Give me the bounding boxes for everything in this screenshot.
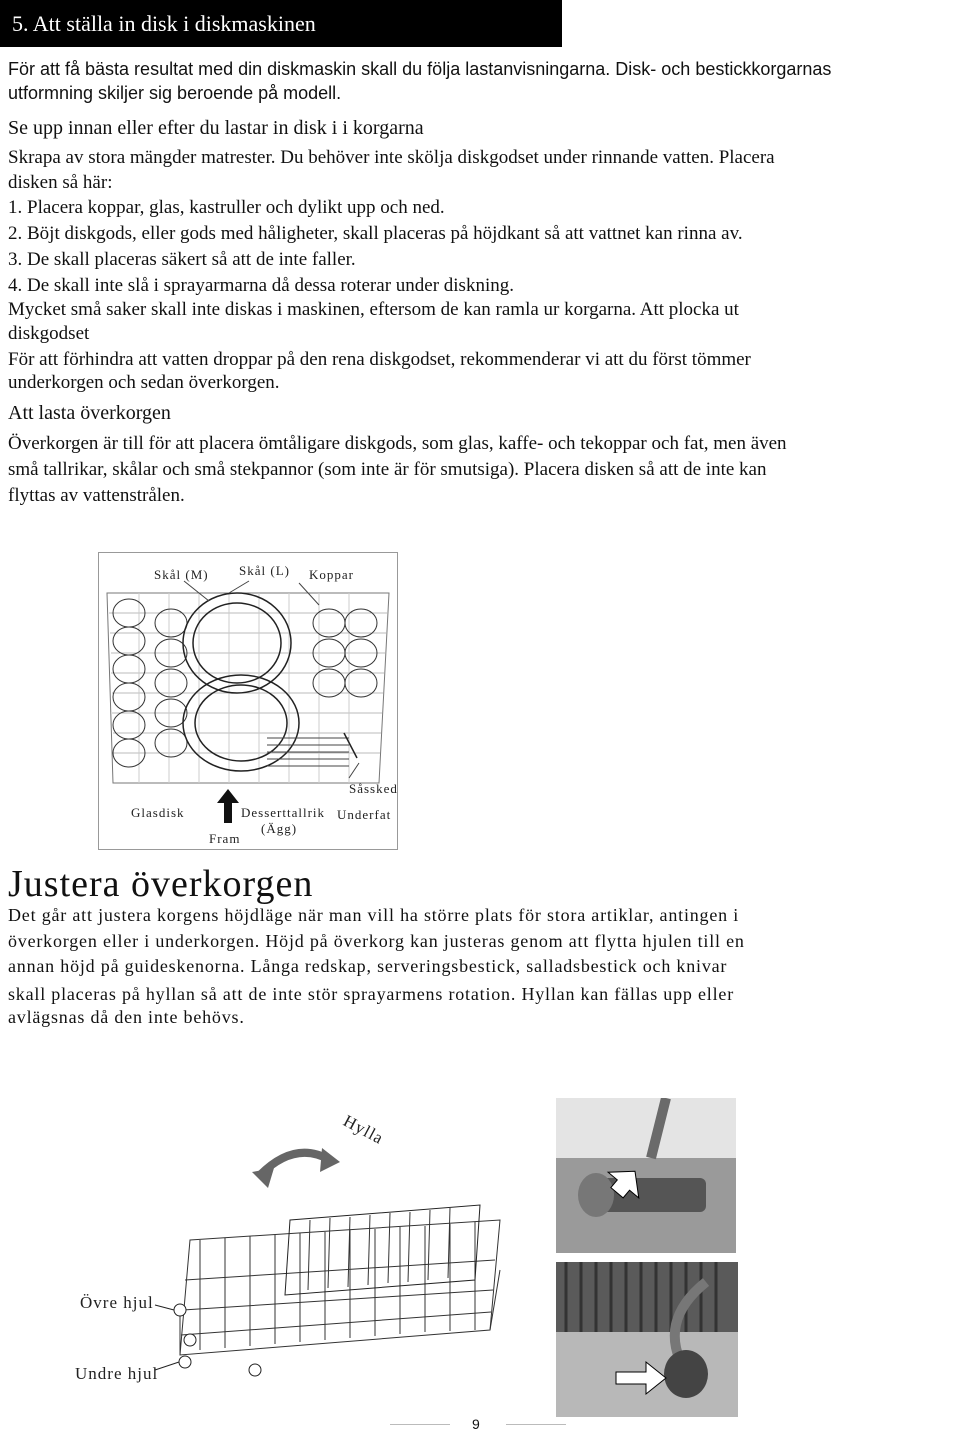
shelf-basket-figure [60, 1100, 540, 1400]
label-underfat: Underfat [337, 807, 392, 822]
footer-rule-right [506, 1424, 566, 1425]
caution-line: För att förhindra att vatten droppar på den rena diskgodset, rekommenderar vi att du först tömmer [8, 349, 751, 370]
caution-line: 1. Placera koppar, glas, kastruller och dylikt upp och ned. [8, 197, 445, 218]
basket-shelf-illustration [60, 1100, 540, 1400]
adjust-line: överkorgen eller i underkorgen. Höjd på överkorg kan justeras genom att flytta hjulen till en [8, 931, 745, 951]
page-number: 9 [472, 1416, 480, 1432]
caution-line: 4. De skall inte slå i sprayarmarna då dessa roterar under diskning. [8, 275, 514, 296]
load-upper-title: Att lasta överkorgen [8, 402, 171, 424]
label-koppar: Koppar [309, 567, 354, 582]
intro-line-2: utformning skiljer sig beroende på modell. [8, 83, 342, 103]
upper-wheel-icon [174, 1304, 186, 1316]
footer-rule-left [390, 1424, 450, 1425]
label-ovre-hjul: Övre hjul [80, 1293, 154, 1312]
caution-line: 2. Böjt diskgods, eller gods med håligheter, skall placeras på höjdkant så att vattnet kan rinna av. [8, 223, 743, 244]
label-skal-m: Skål (M) [154, 567, 209, 582]
load-upper-line: flyttas av vattenstrålen. [8, 485, 185, 506]
front-arrow-icon [217, 789, 239, 823]
caution-line: diskgodset [8, 323, 90, 344]
label-hylla: Hylla [340, 1111, 387, 1148]
label-undre-hjul: Undre hjul [75, 1364, 159, 1383]
label-skal-l: Skål (L) [239, 563, 290, 578]
caution-title: Se upp innan eller efter du lastar in disk i i korgarna [8, 117, 424, 139]
label-sassked: Såssked [349, 781, 398, 796]
load-upper-line: små tallrikar, skålar och små stekpannor (som inte är för smutsiga). Placera disken så att de inte kan [8, 459, 767, 480]
intro-line-1: För att få bästa resultat med din diskmaskin skall du följa lastanvisningarna. Disk- och bestickkorgarnas [8, 59, 832, 79]
wheel-photo-top [556, 1098, 736, 1253]
lower-wheel-icon [249, 1364, 261, 1376]
caution-line: underkorgen och sedan överkorgen. [8, 372, 280, 393]
wheel-photo-bottom [556, 1262, 738, 1417]
label-agg: (Ägg) [261, 821, 298, 836]
upper-basket-diagram [98, 552, 398, 850]
adjust-line: skall placeras på hyllan så att de inte stör sprayarmens rotation. Hyllan kan fällas upp eller [8, 984, 734, 1004]
label-glasdisk: Glasdisk [131, 805, 185, 820]
load-upper-line: Överkorgen är till för att placera ömtåligare diskgods, som glas, kaffe- och tekoppar och fat, men även [8, 433, 787, 454]
label-desserttallrik: Desserttallrik [241, 805, 326, 820]
adjust-title: Justera överkorgen [8, 863, 314, 905]
adjust-line: avlägsnas då den inte behövs. [8, 1007, 245, 1027]
caution-line: disken så här: [8, 172, 113, 193]
caution-line: Skrapa av stora mängder matrester. Du behöver inte skölja diskgodset under rinnande vatten. Placera [8, 147, 775, 168]
section-header: 5. Att ställa in disk i diskmaskinen [0, 0, 562, 47]
caution-line: Mycket små saker skall inte diskas i maskinen, eftersom de kan ramla ur korgarna. Att plocka ut [8, 299, 739, 320]
label-fram: Fram [209, 831, 241, 846]
adjust-line: annan höjd på guideskenorna. Långa redskap, serveringsbestick, salladsbestick och knivar [8, 956, 728, 976]
adjust-line: Det går att justera korgens höjdläge när man vill ha större plats för stora artiklar, antingen i [8, 905, 740, 925]
caution-line: 3. De skall placeras säkert så att de inte faller. [8, 249, 356, 270]
